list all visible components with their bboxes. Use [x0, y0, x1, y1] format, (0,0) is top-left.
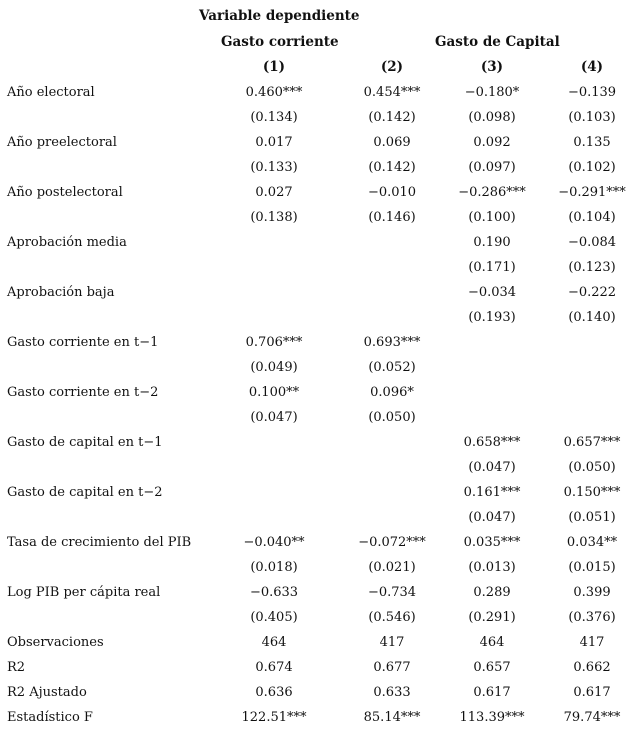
table-cell: (0.047) — [468, 510, 516, 525]
column-header-2: (2) — [380, 59, 404, 75]
table-cell: (0.103) — [568, 110, 616, 125]
std-error-row — [0, 455, 635, 480]
row-label: Gasto de capital en t−1 — [7, 435, 163, 450]
coefficient-row — [0, 530, 635, 555]
table-cell: (0.134) — [250, 110, 298, 125]
coefficient-row — [0, 380, 635, 405]
table-cell: (0.405) — [250, 610, 298, 625]
table-cell: 0.657 — [473, 660, 511, 675]
table-cell: 85.14*** — [363, 710, 421, 725]
table-cell: −0.034 — [467, 285, 517, 300]
table-cell: (0.546) — [368, 610, 416, 625]
table-cell: 0.460*** — [245, 85, 303, 100]
row-label: Gasto corriente en t−2 — [7, 385, 159, 400]
table-cell: 0.454*** — [363, 85, 421, 100]
table-cell: (0.291) — [468, 610, 516, 625]
table-cell: 0.190 — [473, 235, 511, 250]
table-cell: (0.051) — [568, 510, 616, 525]
table-cell: −0.222 — [567, 285, 617, 300]
table-cell: 0.161*** — [463, 485, 521, 500]
row-label: Año electoral — [7, 85, 95, 100]
row-label: Año postelectoral — [7, 185, 123, 200]
std-error-row — [0, 405, 635, 430]
table-cell: (0.102) — [568, 160, 616, 175]
std-error-row — [0, 555, 635, 580]
row-label: Tasa de crecimiento del PIB — [7, 535, 192, 550]
table-cell: (0.050) — [568, 460, 616, 475]
coefficient-row — [0, 230, 635, 255]
table-cell: −0.180* — [464, 85, 520, 100]
table-cell: (0.142) — [368, 160, 416, 175]
table-cell: −0.291*** — [558, 185, 626, 200]
std-error-row — [0, 255, 635, 280]
group-header-gasto-corriente: Gasto corriente — [221, 34, 339, 50]
row-label: Log PIB per cápita real — [7, 585, 161, 600]
std-error-row — [0, 605, 635, 630]
std-error-row — [0, 105, 635, 130]
table-cell: 0.706*** — [245, 335, 303, 350]
table-cell: 0.017 — [255, 135, 293, 150]
coefficient-row — [0, 280, 635, 305]
table-cell: −0.084 — [567, 235, 617, 250]
table-cell: (0.049) — [250, 360, 298, 375]
statistic-row — [0, 655, 635, 680]
std-error-row — [0, 305, 635, 330]
table-cell: (0.146) — [368, 210, 416, 225]
statistic-row — [0, 680, 635, 705]
row-label: Gasto de capital en t−2 — [7, 485, 163, 500]
row-label: Gasto corriente en t−1 — [7, 335, 159, 350]
table-cell: (0.142) — [368, 110, 416, 125]
table-cell: 113.39*** — [459, 710, 525, 725]
table-cell: −0.010 — [367, 185, 417, 200]
std-error-row — [0, 505, 635, 530]
table-cell: 0.289 — [473, 585, 511, 600]
column-header-4: (4) — [580, 59, 604, 75]
table-cell: (0.021) — [368, 560, 416, 575]
table-cell: 0.092 — [473, 135, 511, 150]
table-cell: 0.617 — [473, 685, 511, 700]
table-cell: 417 — [579, 635, 605, 650]
table-cell: 464 — [479, 635, 505, 650]
coefficient-row — [0, 430, 635, 455]
row-label: Aprobación media — [7, 235, 127, 250]
table-cell: 0.035*** — [463, 535, 521, 550]
table-cell: (0.376) — [568, 610, 616, 625]
table-cell: 0.657*** — [563, 435, 621, 450]
table-cell: 0.135 — [573, 135, 611, 150]
table-cell: (0.123) — [568, 260, 616, 275]
coefficient-row — [0, 580, 635, 605]
group-header-gasto-capital: Gasto de Capital — [435, 34, 560, 50]
table-cell: 0.034** — [566, 535, 618, 550]
row-label: Aprobación baja — [7, 285, 115, 300]
table-cell: −0.734 — [367, 585, 417, 600]
table-cell: 464 — [261, 635, 287, 650]
table-cell: (0.097) — [468, 160, 516, 175]
table-cell: (0.047) — [250, 410, 298, 425]
table-cell: −0.286*** — [458, 185, 526, 200]
table-cell: (0.050) — [368, 410, 416, 425]
std-error-row — [0, 355, 635, 380]
table-cell: −0.072*** — [358, 535, 426, 550]
coefficient-row — [0, 180, 635, 205]
table-cell: (0.052) — [368, 360, 416, 375]
row-label: Estadístico F — [7, 710, 93, 725]
table-cell: 0.069 — [373, 135, 411, 150]
table-cell: 417 — [379, 635, 405, 650]
table-cell: (0.138) — [250, 210, 298, 225]
table-cell: 0.674 — [255, 660, 293, 675]
table-cell: 0.633 — [373, 685, 411, 700]
table-title: Variable dependiente — [199, 8, 360, 24]
table-cell: −0.139 — [567, 85, 617, 100]
table-cell: (0.047) — [468, 460, 516, 475]
table-cell: (0.140) — [568, 310, 616, 325]
table-cell: (0.171) — [468, 260, 516, 275]
table-cell: −0.040** — [243, 535, 305, 550]
table-cell: 0.662 — [573, 660, 611, 675]
table-cell: 0.636 — [255, 685, 293, 700]
table-cell: 0.399 — [573, 585, 611, 600]
row-label: R2 — [7, 660, 26, 675]
table-cell: (0.013) — [468, 560, 516, 575]
table-cell: (0.133) — [250, 160, 298, 175]
table-cell: (0.015) — [568, 560, 616, 575]
statistic-row — [0, 705, 635, 730]
table-cell: 0.617 — [573, 685, 611, 700]
table-cell: (0.104) — [568, 210, 616, 225]
column-header-3: (3) — [480, 59, 504, 75]
table-cell: 0.150*** — [563, 485, 621, 500]
table-cell: (0.098) — [468, 110, 516, 125]
std-error-row — [0, 155, 635, 180]
table-cell: 0.027 — [255, 185, 293, 200]
table-cell: −0.633 — [249, 585, 299, 600]
coefficient-row — [0, 330, 635, 355]
table-cell: 79.74*** — [563, 710, 621, 725]
column-header-1: (1) — [262, 59, 286, 75]
std-error-row — [0, 205, 635, 230]
table-cell: 0.100** — [248, 385, 300, 400]
row-label: Año preelectoral — [7, 135, 117, 150]
table-cell: 122.51*** — [241, 710, 307, 725]
statistic-row — [0, 630, 635, 655]
coefficient-row — [0, 130, 635, 155]
table-cell: (0.193) — [468, 310, 516, 325]
table-cell: (0.100) — [468, 210, 516, 225]
row-label: R2 Ajustado — [7, 685, 87, 700]
coefficient-row — [0, 480, 635, 505]
row-label: Observaciones — [7, 635, 104, 650]
table-cell: 0.677 — [373, 660, 411, 675]
table-cell: 0.693*** — [363, 335, 421, 350]
coefficient-row — [0, 80, 635, 105]
table-cell: 0.096* — [370, 385, 414, 400]
table-cell: (0.018) — [250, 560, 298, 575]
table-cell: 0.658*** — [463, 435, 521, 450]
